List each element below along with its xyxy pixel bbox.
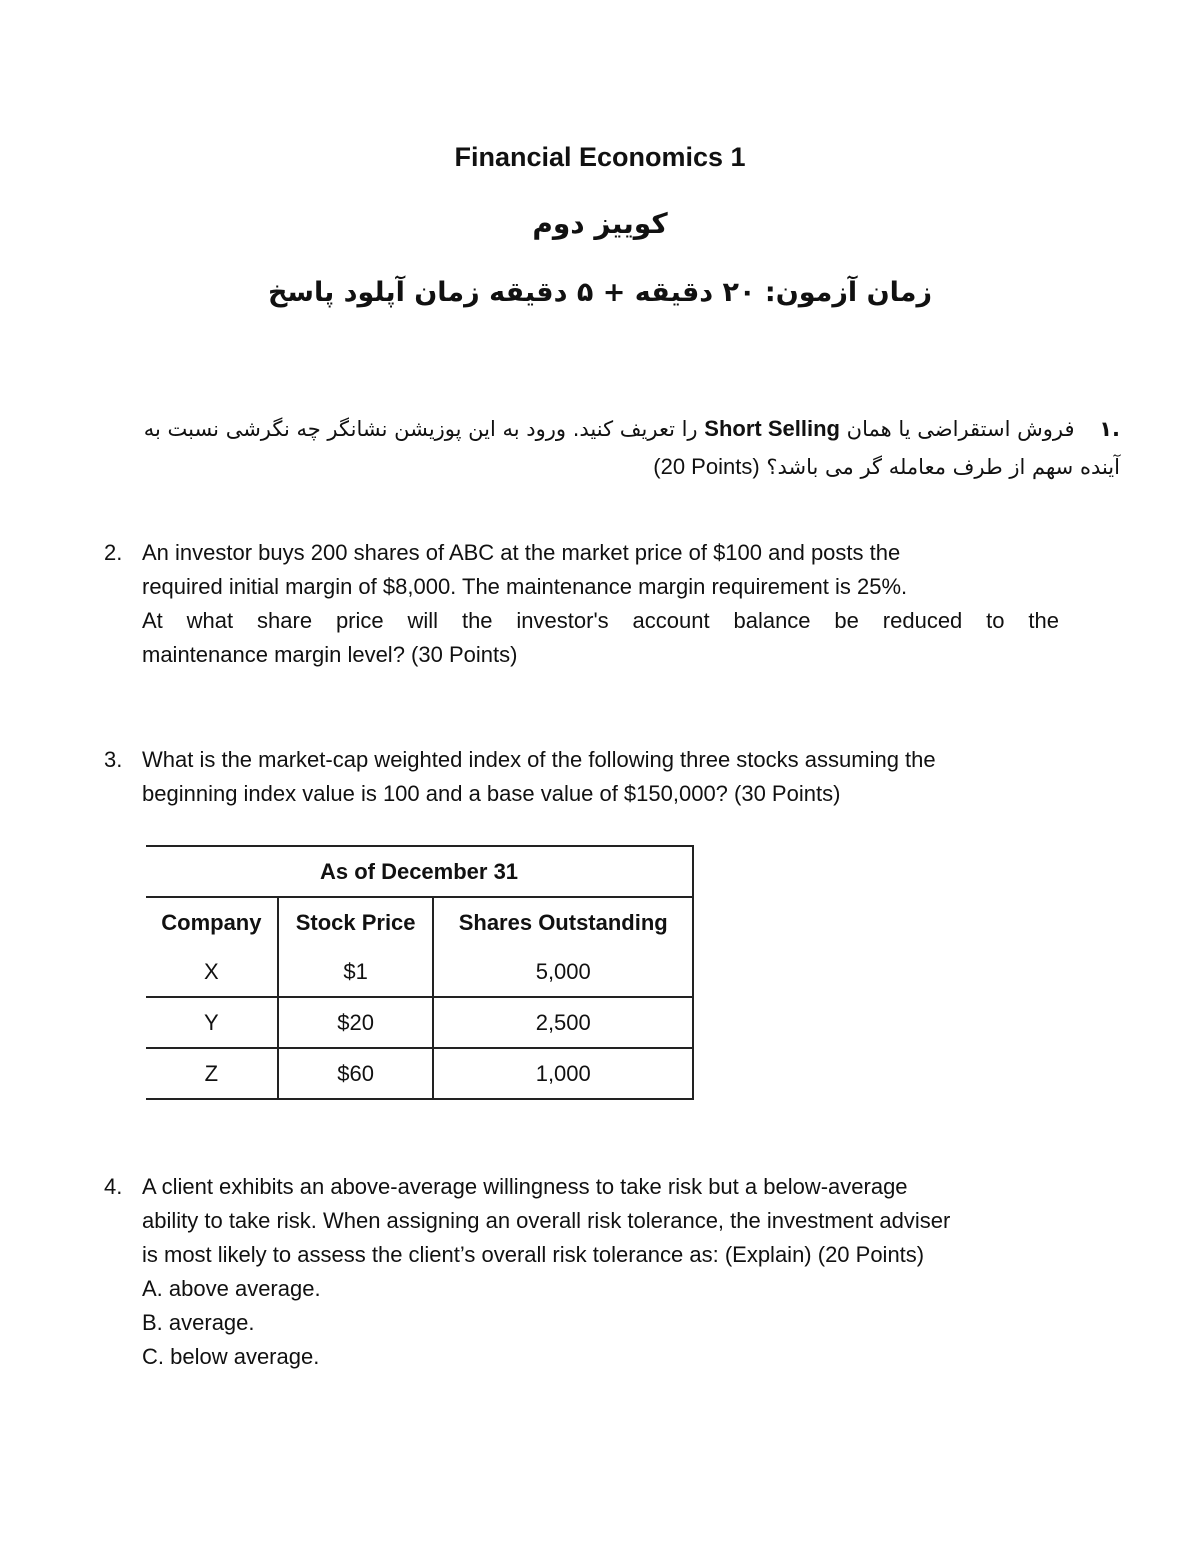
- table-cell: 2,500: [433, 997, 693, 1048]
- table-cell: Y: [146, 997, 278, 1048]
- question-4-line: ability to take risk. When assigning an overall risk tolerance, the investment adviser: [142, 1208, 951, 1233]
- quiz-subtitle: کوییز دوم: [532, 207, 668, 240]
- question-1-points: (20 Points): [653, 454, 760, 479]
- table-cell: $20: [278, 997, 434, 1048]
- document-title: Financial Economics 1: [454, 142, 746, 172]
- table-row: [146, 1048, 693, 1099]
- table-row: [146, 997, 693, 1048]
- question-2-line: At what share price will the investor's account balance be reduced to the: [142, 608, 1059, 633]
- question-1-term: Short Selling: [704, 416, 840, 441]
- question-3-line: What is the market-cap weighted index of the following three stocks assuming the: [142, 747, 936, 772]
- table-cell: Z: [146, 1048, 278, 1099]
- question-2: [104, 536, 1059, 672]
- question-3-line: beginning index value is 100 and a base value of $150,000? (30 Points): [142, 781, 841, 806]
- question-4-option-a: A. above average.: [142, 1276, 321, 1301]
- question-4: [104, 1170, 1059, 1374]
- stocks-table: [146, 845, 694, 1100]
- table-cell: $60: [278, 1048, 434, 1099]
- question-4-line: is most likely to assess the client’s overall risk tolerance as: (Explain) (20 Points): [142, 1242, 925, 1267]
- question-2-number: 2.: [104, 540, 123, 565]
- question-1-text-part1: فروش استقراضی یا همان: [846, 417, 1075, 441]
- question-4-option-b: B. average.: [142, 1310, 255, 1335]
- question-2-line: An investor buys 200 shares of ABC at the market price of $100 and posts the: [142, 540, 901, 565]
- table-caption: As of December 31: [146, 846, 693, 897]
- exam-time-note: زمان آزمون: ۲۰ دقیقه + ۵ دقیقه زمان آپلود پاسخ: [267, 277, 933, 308]
- question-1-number: .۱: [1099, 417, 1120, 441]
- question-1: [130, 410, 1120, 486]
- question-4-option-c: C. below average.: [142, 1344, 320, 1369]
- table-cell: 1,000: [433, 1048, 693, 1099]
- table-cell: X: [146, 947, 278, 997]
- question-2-line: maintenance margin level? (30 Points): [142, 642, 518, 667]
- table-cell: $1: [278, 947, 434, 997]
- question-3-number: 3.: [104, 747, 123, 772]
- column-header-shares-outstanding: Shares Outstanding: [433, 897, 693, 947]
- table-header-row: [146, 897, 693, 947]
- column-header-company: Company: [161, 909, 262, 935]
- column-header-stock-price: Stock Price: [278, 897, 434, 947]
- table-cell: 5,000: [433, 947, 693, 997]
- question-1-text-part2: را تعریف کنید. ورود به این پوزیشن نشانگر چه نگرشی نسبت به آینده سهم از طرف معامله گر می باشد؟: [143, 417, 1120, 479]
- question-3: [104, 743, 1059, 811]
- table-row: [146, 947, 693, 997]
- question-2-line: required initial margin of $8,000. The maintenance margin requirement is 25%.: [142, 574, 908, 599]
- question-4-number: 4.: [104, 1174, 123, 1199]
- question-4-line: A client exhibits an above-average willingness to take risk but a below-average: [142, 1174, 908, 1199]
